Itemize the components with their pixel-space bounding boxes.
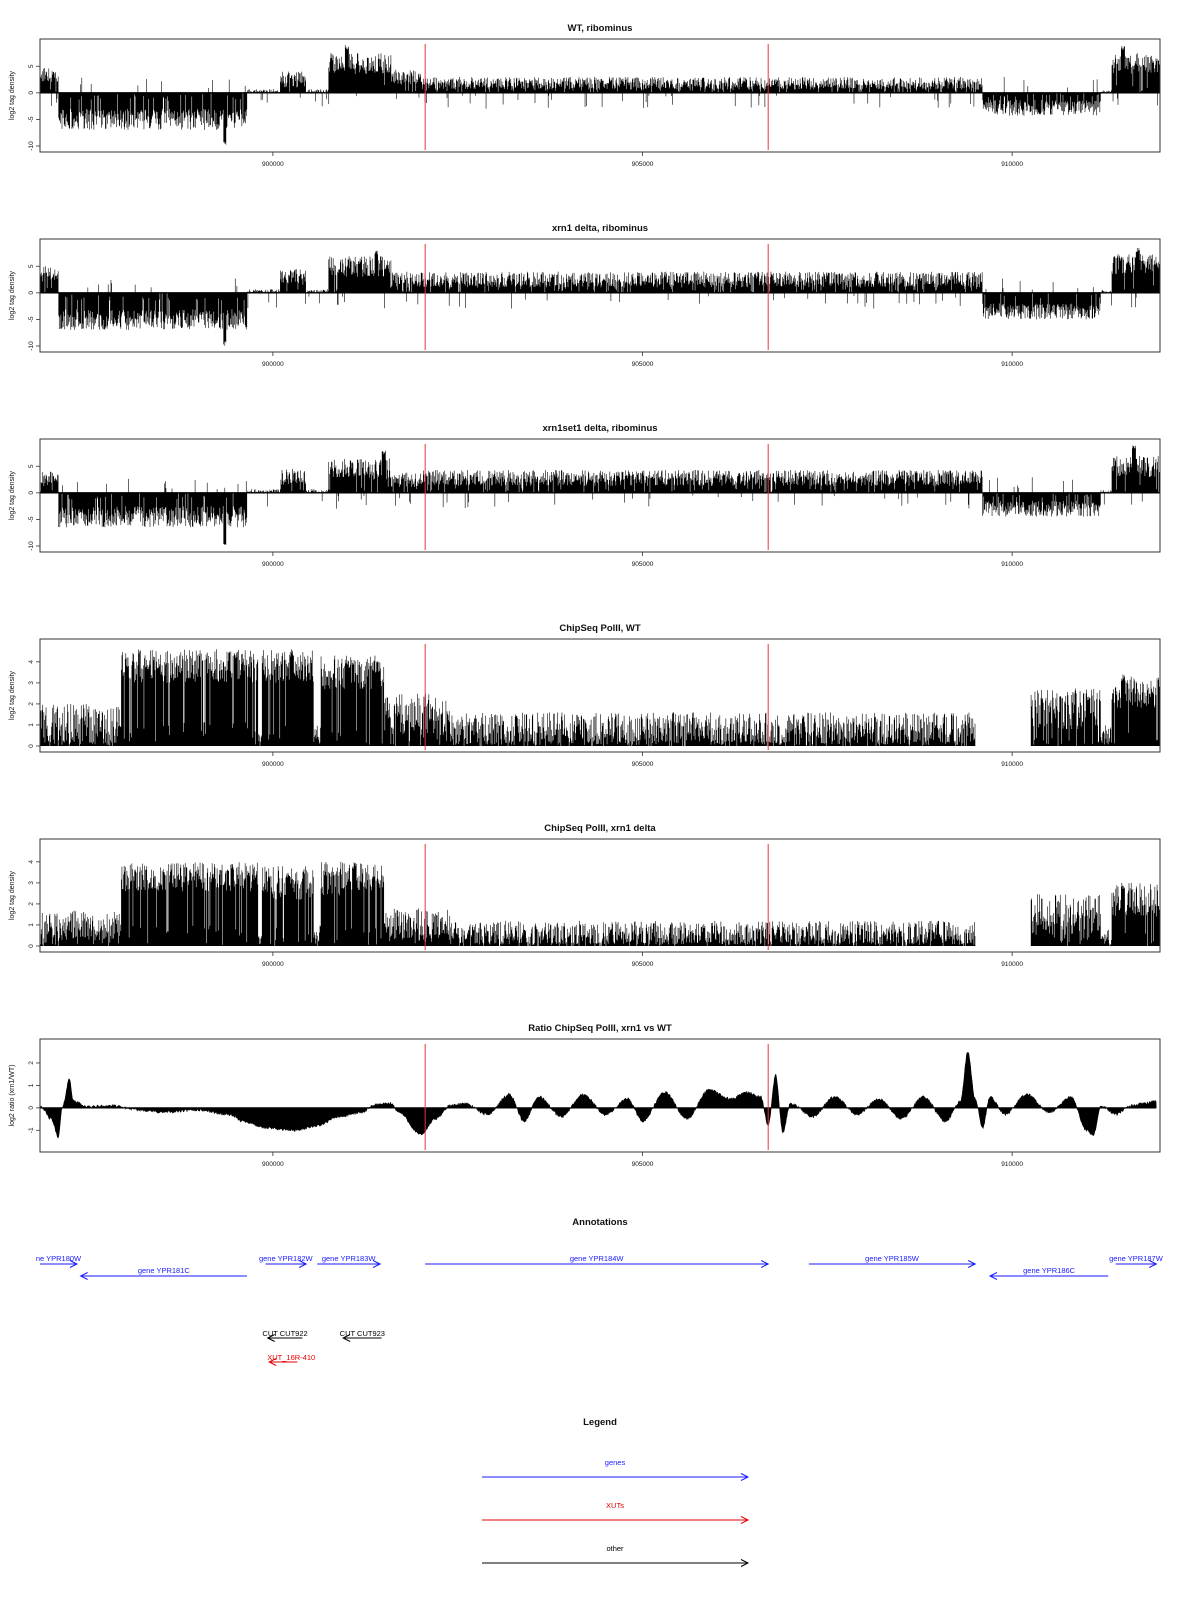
x-tick-label: 910000 <box>1001 161 1023 168</box>
x-tick-label: 905000 <box>631 1161 654 1168</box>
y-tick-label: 5 <box>28 64 35 69</box>
x-tick-label: 910000 <box>1001 761 1023 768</box>
data-series <box>40 446 1160 545</box>
xut-label: XUT_16R-410 <box>267 1353 316 1362</box>
y-tick-label: -5 <box>28 316 35 323</box>
chart-title: Ratio ChipSeq PolII, xrn1 vs WT <box>528 1023 672 1034</box>
x-tick-label: 905000 <box>631 961 654 968</box>
xut-arrow <box>267 1353 315 1366</box>
other-feature-label: CUT CUT922 <box>262 1329 308 1338</box>
data-series <box>40 1052 1156 1138</box>
gene-label: gene YPR184W <box>569 1254 624 1263</box>
chart-panel-4 <box>9 623 1160 768</box>
gene-arrow <box>317 1254 380 1268</box>
y-tick-label: 5 <box>28 264 35 269</box>
y-tick-label: -10 <box>28 141 35 151</box>
y-axis-label: log2 tag density <box>9 870 16 921</box>
chart-panel-5 <box>9 823 1160 968</box>
x-tick-label: 905000 <box>631 561 654 568</box>
gene-arrow <box>990 1266 1108 1280</box>
data-bars <box>40 45 1160 144</box>
annotations-title: Annotations <box>572 1217 628 1228</box>
data-bars <box>40 248 1160 346</box>
y-tick-label: 1 <box>28 1083 35 1088</box>
chart-panel-1 <box>9 23 1160 168</box>
chart-title: xrn1 delta, ribominus <box>551 223 649 234</box>
legend-item <box>482 1544 748 1567</box>
x-tick-label: 910000 <box>1001 961 1023 968</box>
x-tick-label: 900000 <box>262 961 284 968</box>
y-tick-label: 0 <box>28 744 35 748</box>
legend-title: Legend <box>583 1417 617 1428</box>
data-bars <box>40 862 1160 946</box>
gene-label: gene YPR187W <box>1109 1254 1163 1263</box>
legend-item-label: genes <box>604 1458 626 1467</box>
x-tick-label: 905000 <box>631 161 654 168</box>
x-tick-label: 910000 <box>1001 561 1023 568</box>
x-tick-label: 900000 <box>262 761 284 768</box>
y-tick-label: 2 <box>28 702 35 706</box>
gene-label: gene YPR185W <box>865 1254 919 1263</box>
gene-label: ne YPR180W <box>35 1254 82 1263</box>
legend-item <box>482 1458 748 1481</box>
y-tick-label: 4 <box>28 660 35 664</box>
y-tick-label: -1 <box>28 1127 35 1134</box>
y-axis-label: log2 ratio (xrn1/WT) <box>9 1064 16 1127</box>
gene-label: gene YPR182W <box>258 1254 313 1263</box>
y-tick-label: 3 <box>28 681 35 685</box>
chart-panel-6 <box>9 1023 1160 1168</box>
y-tick-label: 0 <box>28 944 35 948</box>
x-tick-label: 900000 <box>262 361 284 368</box>
chart-title: WT, ribominus <box>567 23 633 34</box>
x-tick-label: 910000 <box>1001 361 1023 368</box>
gene-arrow <box>259 1254 314 1268</box>
y-tick-label: 1 <box>28 723 35 727</box>
y-tick-label: -5 <box>28 116 35 123</box>
gene-arrow <box>1109 1254 1164 1268</box>
x-tick-label: 905000 <box>631 761 654 768</box>
legend-item-label: XUTs <box>606 1501 624 1510</box>
other-feature-arrow <box>262 1329 307 1342</box>
data-series <box>40 248 1160 346</box>
y-tick-label: -5 <box>28 516 35 523</box>
x-tick-label: 900000 <box>262 561 284 568</box>
gene-arrow <box>81 1266 247 1280</box>
chart-title: xrn1set1 delta, ribominus <box>542 423 658 434</box>
gene-label: gene YPR183W <box>321 1254 376 1263</box>
chart-title: ChipSeq PolII, WT <box>559 623 641 634</box>
y-tick-label: 4 <box>28 860 35 864</box>
gene-label: gene YPR181C <box>137 1266 190 1275</box>
x-tick-label: 900000 <box>262 1161 284 1168</box>
data-series <box>40 862 1160 946</box>
y-tick-label: 0 <box>28 491 35 495</box>
y-tick-label: 0 <box>28 1106 35 1110</box>
gene-label: gene YPR186C <box>1023 1266 1076 1275</box>
y-tick-label: 5 <box>28 464 35 469</box>
y-tick-label: 2 <box>28 1061 35 1065</box>
chart-panel-3 <box>9 423 1160 568</box>
y-tick-label: 0 <box>28 291 35 295</box>
y-axis-label: log2 tag density <box>9 270 16 321</box>
gene-arrow <box>809 1254 975 1268</box>
data-series <box>40 649 1159 746</box>
plot-frame <box>40 1039 1160 1152</box>
x-tick-label: 910000 <box>1001 1161 1023 1168</box>
data-series <box>40 45 1160 144</box>
y-tick-label: 2 <box>28 902 35 906</box>
y-tick-label: 0 <box>28 91 35 95</box>
y-tick-label: -10 <box>28 341 35 351</box>
y-axis-label: log2 tag density <box>9 70 16 121</box>
legend <box>482 1417 748 1567</box>
y-tick-label: 3 <box>28 881 35 885</box>
y-tick-label: 1 <box>28 923 35 927</box>
legend-item <box>482 1501 748 1524</box>
y-tick-label: -10 <box>28 541 35 551</box>
gene-arrow <box>36 1254 82 1268</box>
x-tick-label: 900000 <box>262 161 284 168</box>
gene-arrow <box>425 1254 768 1268</box>
y-axis-label: log2 tag density <box>9 470 16 521</box>
x-tick-label: 905000 <box>631 361 654 368</box>
other-feature-label: CUT CUT923 <box>339 1329 385 1338</box>
legend-item-label: other <box>606 1544 624 1553</box>
other-feature-arrow <box>340 1329 385 1342</box>
annotations-panel <box>36 1217 1164 1366</box>
chart-title: ChipSeq PolII, xrn1 delta <box>544 823 656 834</box>
chart-panel-2 <box>9 223 1160 368</box>
ratio-area <box>40 1052 1156 1138</box>
y-axis-label: log2 tag density <box>9 670 16 721</box>
data-bars <box>40 446 1160 545</box>
data-bars <box>40 649 1159 746</box>
